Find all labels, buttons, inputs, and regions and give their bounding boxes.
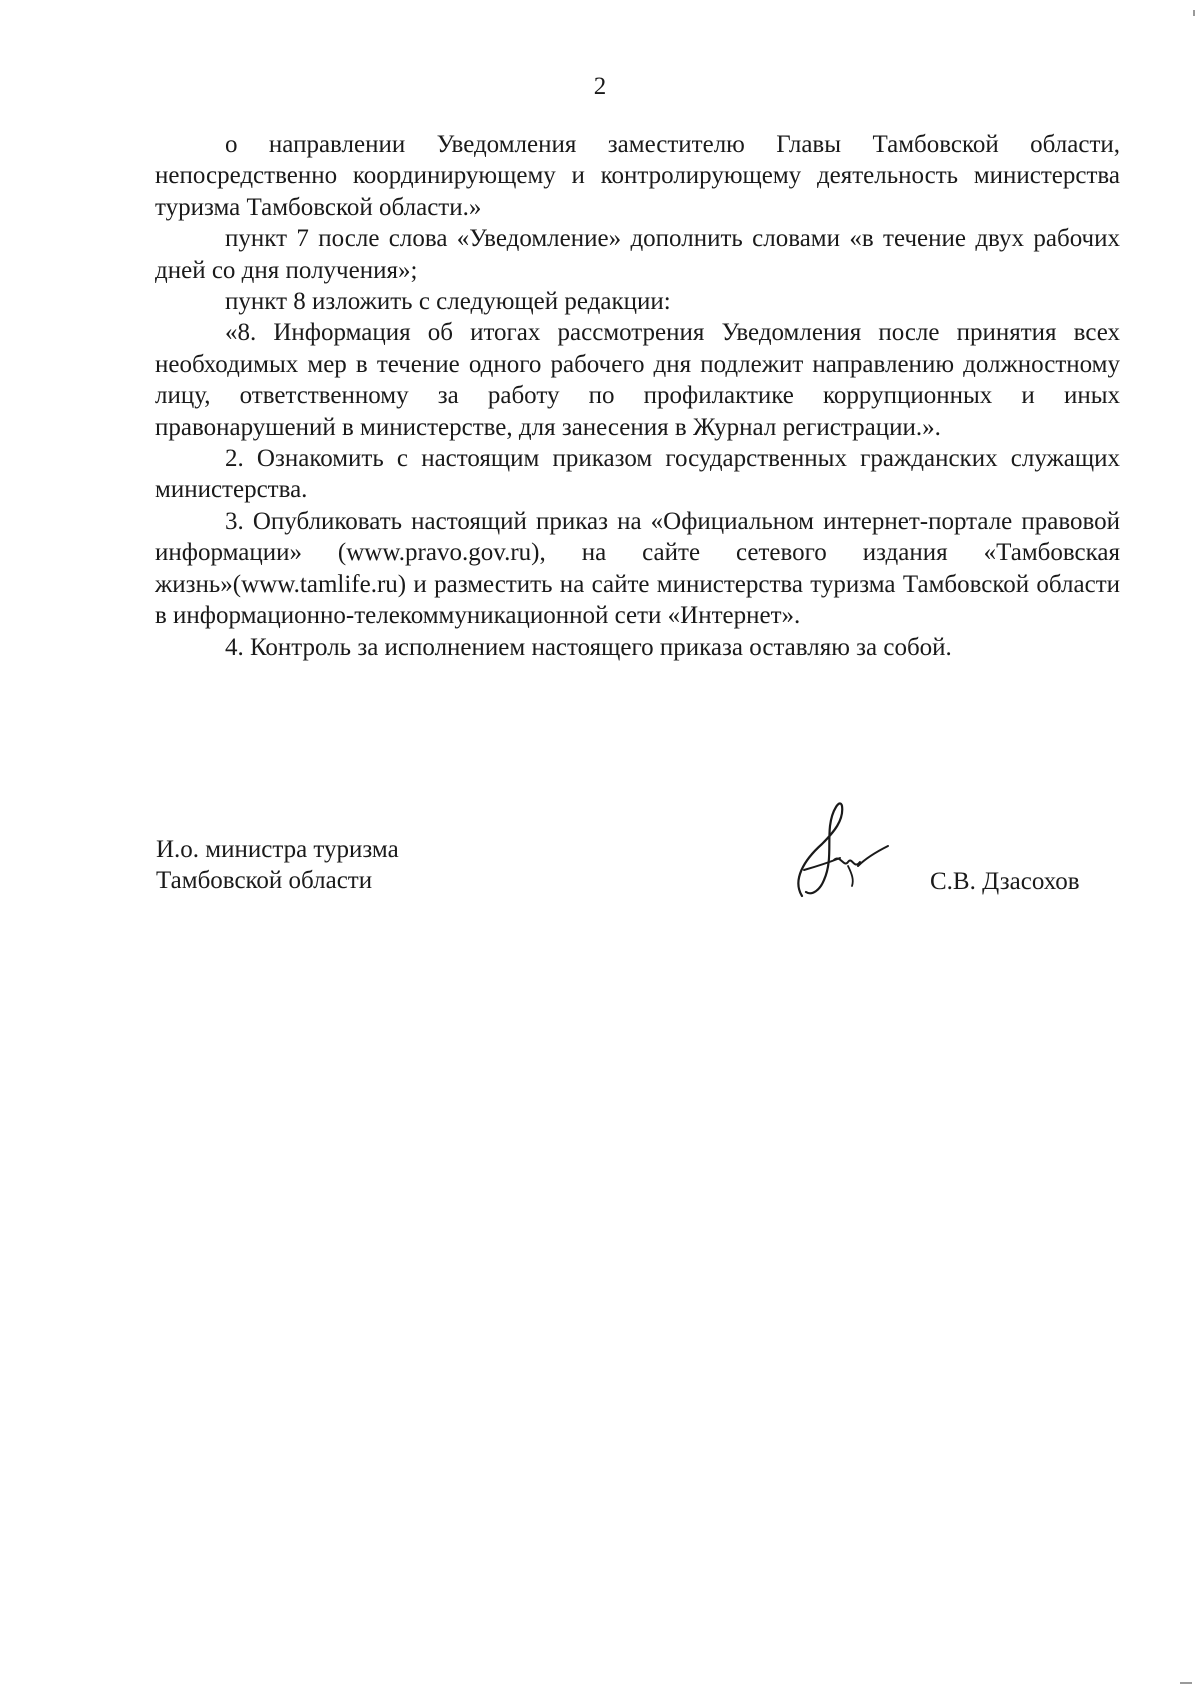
- position-line-2: Тамбовской области: [156, 867, 373, 894]
- paragraph-item-8-text: «8. Информация об итогах рассмотрения Уведомления после принятия всех необходимых мер в течение одного рабочего дня подлежит направлению должностному лицу, ответственному за работу по профилактике коррупционных и иных правонарушений в министерстве, для занесения в Журнал регистрации.».: [155, 319, 1120, 441]
- scan-speck: [1193, 10, 1195, 16]
- paragraph-continuation: о направлении Уведомления заместителю Главы Тамбовской области, непосредственно координирующему и контролирующему деятельность министерства туризма Тамбовской области.»: [155, 131, 1120, 221]
- handwritten-signature: [782, 800, 892, 900]
- paragraph-clause-3: 3. Опубликовать настоящий приказ на «Официальном интернет-портале правовой информации» (www.pravo.gov.ru), на сайте сетевого издания «Тамбовская жизнь»(www.tamlife.ru) и разместить на сайте министерства туризма Тамбовской области в информационно-телекоммуникационной сети «Интернет».: [155, 507, 1120, 630]
- scan-speck: [1180, 1682, 1192, 1684]
- paragraph-clause-4: 4. Контроль за исполнением настоящего приказа оставляю за собой.: [225, 633, 952, 661]
- signer-name: С.В. Дзасохов: [930, 868, 1080, 895]
- page-number: 2: [593, 73, 607, 100]
- paragraph-clause-2: 2. Ознакомить с настоящим приказом государственных гражданских служащих министерства.: [155, 445, 1120, 504]
- paragraph-item-8-intro: пункт 8 изложить с следующей редакции:: [225, 288, 671, 316]
- signatory-position: [156, 834, 399, 896]
- paragraph-item-7: пункт 7 после слова «Уведомление» дополнить словами «в течение двух рабочих дней со дня получения»;: [155, 225, 1120, 284]
- document-body: [155, 129, 1120, 663]
- position-line-1: И.о. министра туризма: [156, 836, 399, 863]
